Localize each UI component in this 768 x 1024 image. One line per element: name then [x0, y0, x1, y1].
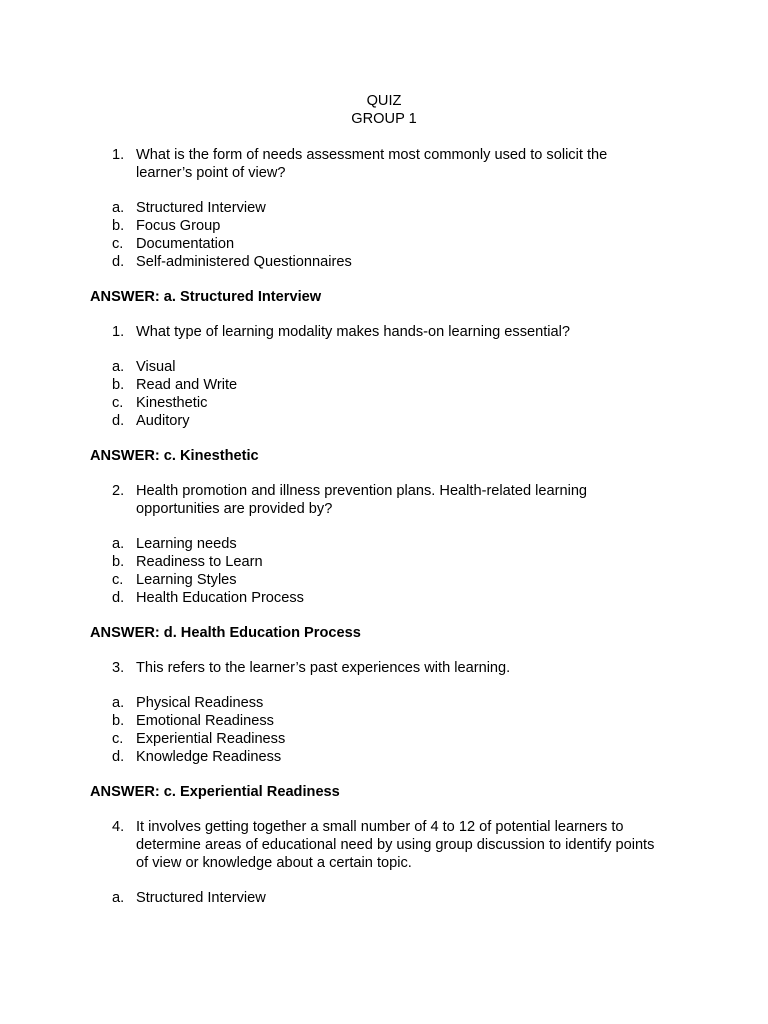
question-number: 4. — [112, 819, 125, 835]
option-item — [90, 712, 690, 730]
option-letter: a. — [112, 890, 125, 906]
answer-text: ANSWER: d. Health Education Process — [90, 625, 361, 641]
option-text: Focus Group — [136, 218, 221, 234]
option-item — [90, 358, 690, 376]
option-letter: a. — [112, 536, 125, 552]
option-text: Experiential Readiness — [136, 731, 286, 747]
option-item — [90, 253, 690, 271]
question-text — [90, 818, 690, 872]
option-letter: c. — [112, 572, 124, 588]
quiz-title: QUIZ — [366, 93, 402, 109]
question-block — [90, 323, 690, 465]
option-item — [90, 412, 690, 430]
option-text: Learning needs — [136, 536, 237, 552]
question-text — [90, 482, 690, 518]
question-number: 2. — [112, 483, 125, 499]
question-number: 1. — [112, 324, 125, 340]
option-item — [90, 535, 690, 553]
option-item — [90, 376, 690, 394]
option-item — [90, 694, 690, 712]
option-text: Auditory — [136, 413, 190, 429]
question-block — [90, 146, 690, 306]
question-text — [90, 323, 690, 341]
question-line: determine areas of educational need by using group discussion to identify points — [136, 837, 655, 853]
option-text: Emotional Readiness — [136, 713, 274, 729]
option-item — [90, 889, 690, 907]
question-line: opportunities are provided by? — [136, 501, 333, 517]
option-letter: d. — [112, 590, 125, 606]
option-letter: c. — [112, 236, 124, 252]
option-letter: d. — [112, 413, 125, 429]
options-list — [90, 535, 690, 607]
answer-text: ANSWER: c. Experiential Readiness — [90, 784, 340, 800]
option-letter: b. — [112, 713, 125, 729]
question-line: of view or knowledge about a certain topic. — [136, 855, 412, 871]
option-text: Kinesthetic — [136, 395, 208, 411]
option-letter: a. — [112, 695, 125, 711]
option-text: Learning Styles — [136, 572, 237, 588]
option-text: Readiness to Learn — [136, 554, 263, 570]
question-text — [90, 659, 690, 677]
option-letter: b. — [112, 218, 125, 234]
option-text: Knowledge Readiness — [136, 749, 282, 765]
question-block — [90, 482, 690, 642]
option-item — [90, 730, 690, 748]
group-subtitle: GROUP 1 — [351, 111, 417, 127]
option-text: Health Education Process — [136, 590, 304, 606]
option-item — [90, 235, 690, 253]
option-item — [90, 553, 690, 571]
option-letter: d. — [112, 254, 125, 270]
question-line: This refers to the learner’s past experiences with learning. — [136, 660, 511, 676]
option-item — [90, 199, 690, 217]
option-letter: b. — [112, 377, 125, 393]
option-text: Physical Readiness — [136, 695, 264, 711]
option-item — [90, 217, 690, 235]
question-line: What type of learning modality makes hands-on learning essential? — [136, 324, 571, 340]
option-text: Read and Write — [136, 377, 238, 393]
option-item — [90, 394, 690, 412]
option-letter: c. — [112, 731, 124, 747]
quiz-content — [90, 146, 690, 907]
options-list — [90, 358, 690, 430]
option-text: Documentation — [136, 236, 235, 252]
question-block — [90, 659, 690, 801]
option-item — [90, 571, 690, 589]
question-line: learner’s point of view? — [136, 165, 286, 181]
option-item — [90, 589, 690, 607]
option-text: Self-administered Questionnaires — [136, 254, 352, 270]
question-text — [90, 146, 690, 182]
options-list — [90, 889, 690, 907]
answer-text: ANSWER: a. Structured Interview — [90, 289, 322, 305]
option-item — [90, 748, 690, 766]
question-number: 3. — [112, 660, 125, 676]
option-letter: c. — [112, 395, 124, 411]
option-letter: b. — [112, 554, 125, 570]
option-letter: d. — [112, 749, 125, 765]
options-list — [90, 199, 690, 271]
question-line: What is the form of needs assessment most commonly used to solicit the — [136, 147, 608, 163]
question-line: Health promotion and illness prevention plans. Health-related learning — [136, 483, 588, 499]
option-letter: a. — [112, 359, 125, 375]
question-line: It involves getting together a small number of 4 to 12 of potential learners to — [136, 819, 624, 835]
option-letter: a. — [112, 200, 125, 216]
title-block — [0, 92, 768, 128]
question-number: 1. — [112, 147, 125, 163]
question-block — [90, 818, 690, 907]
option-text: Structured Interview — [136, 890, 266, 906]
answer-text: ANSWER: c. Kinesthetic — [90, 448, 259, 464]
option-text: Structured Interview — [136, 200, 266, 216]
option-text: Visual — [136, 359, 176, 375]
options-list — [90, 694, 690, 766]
